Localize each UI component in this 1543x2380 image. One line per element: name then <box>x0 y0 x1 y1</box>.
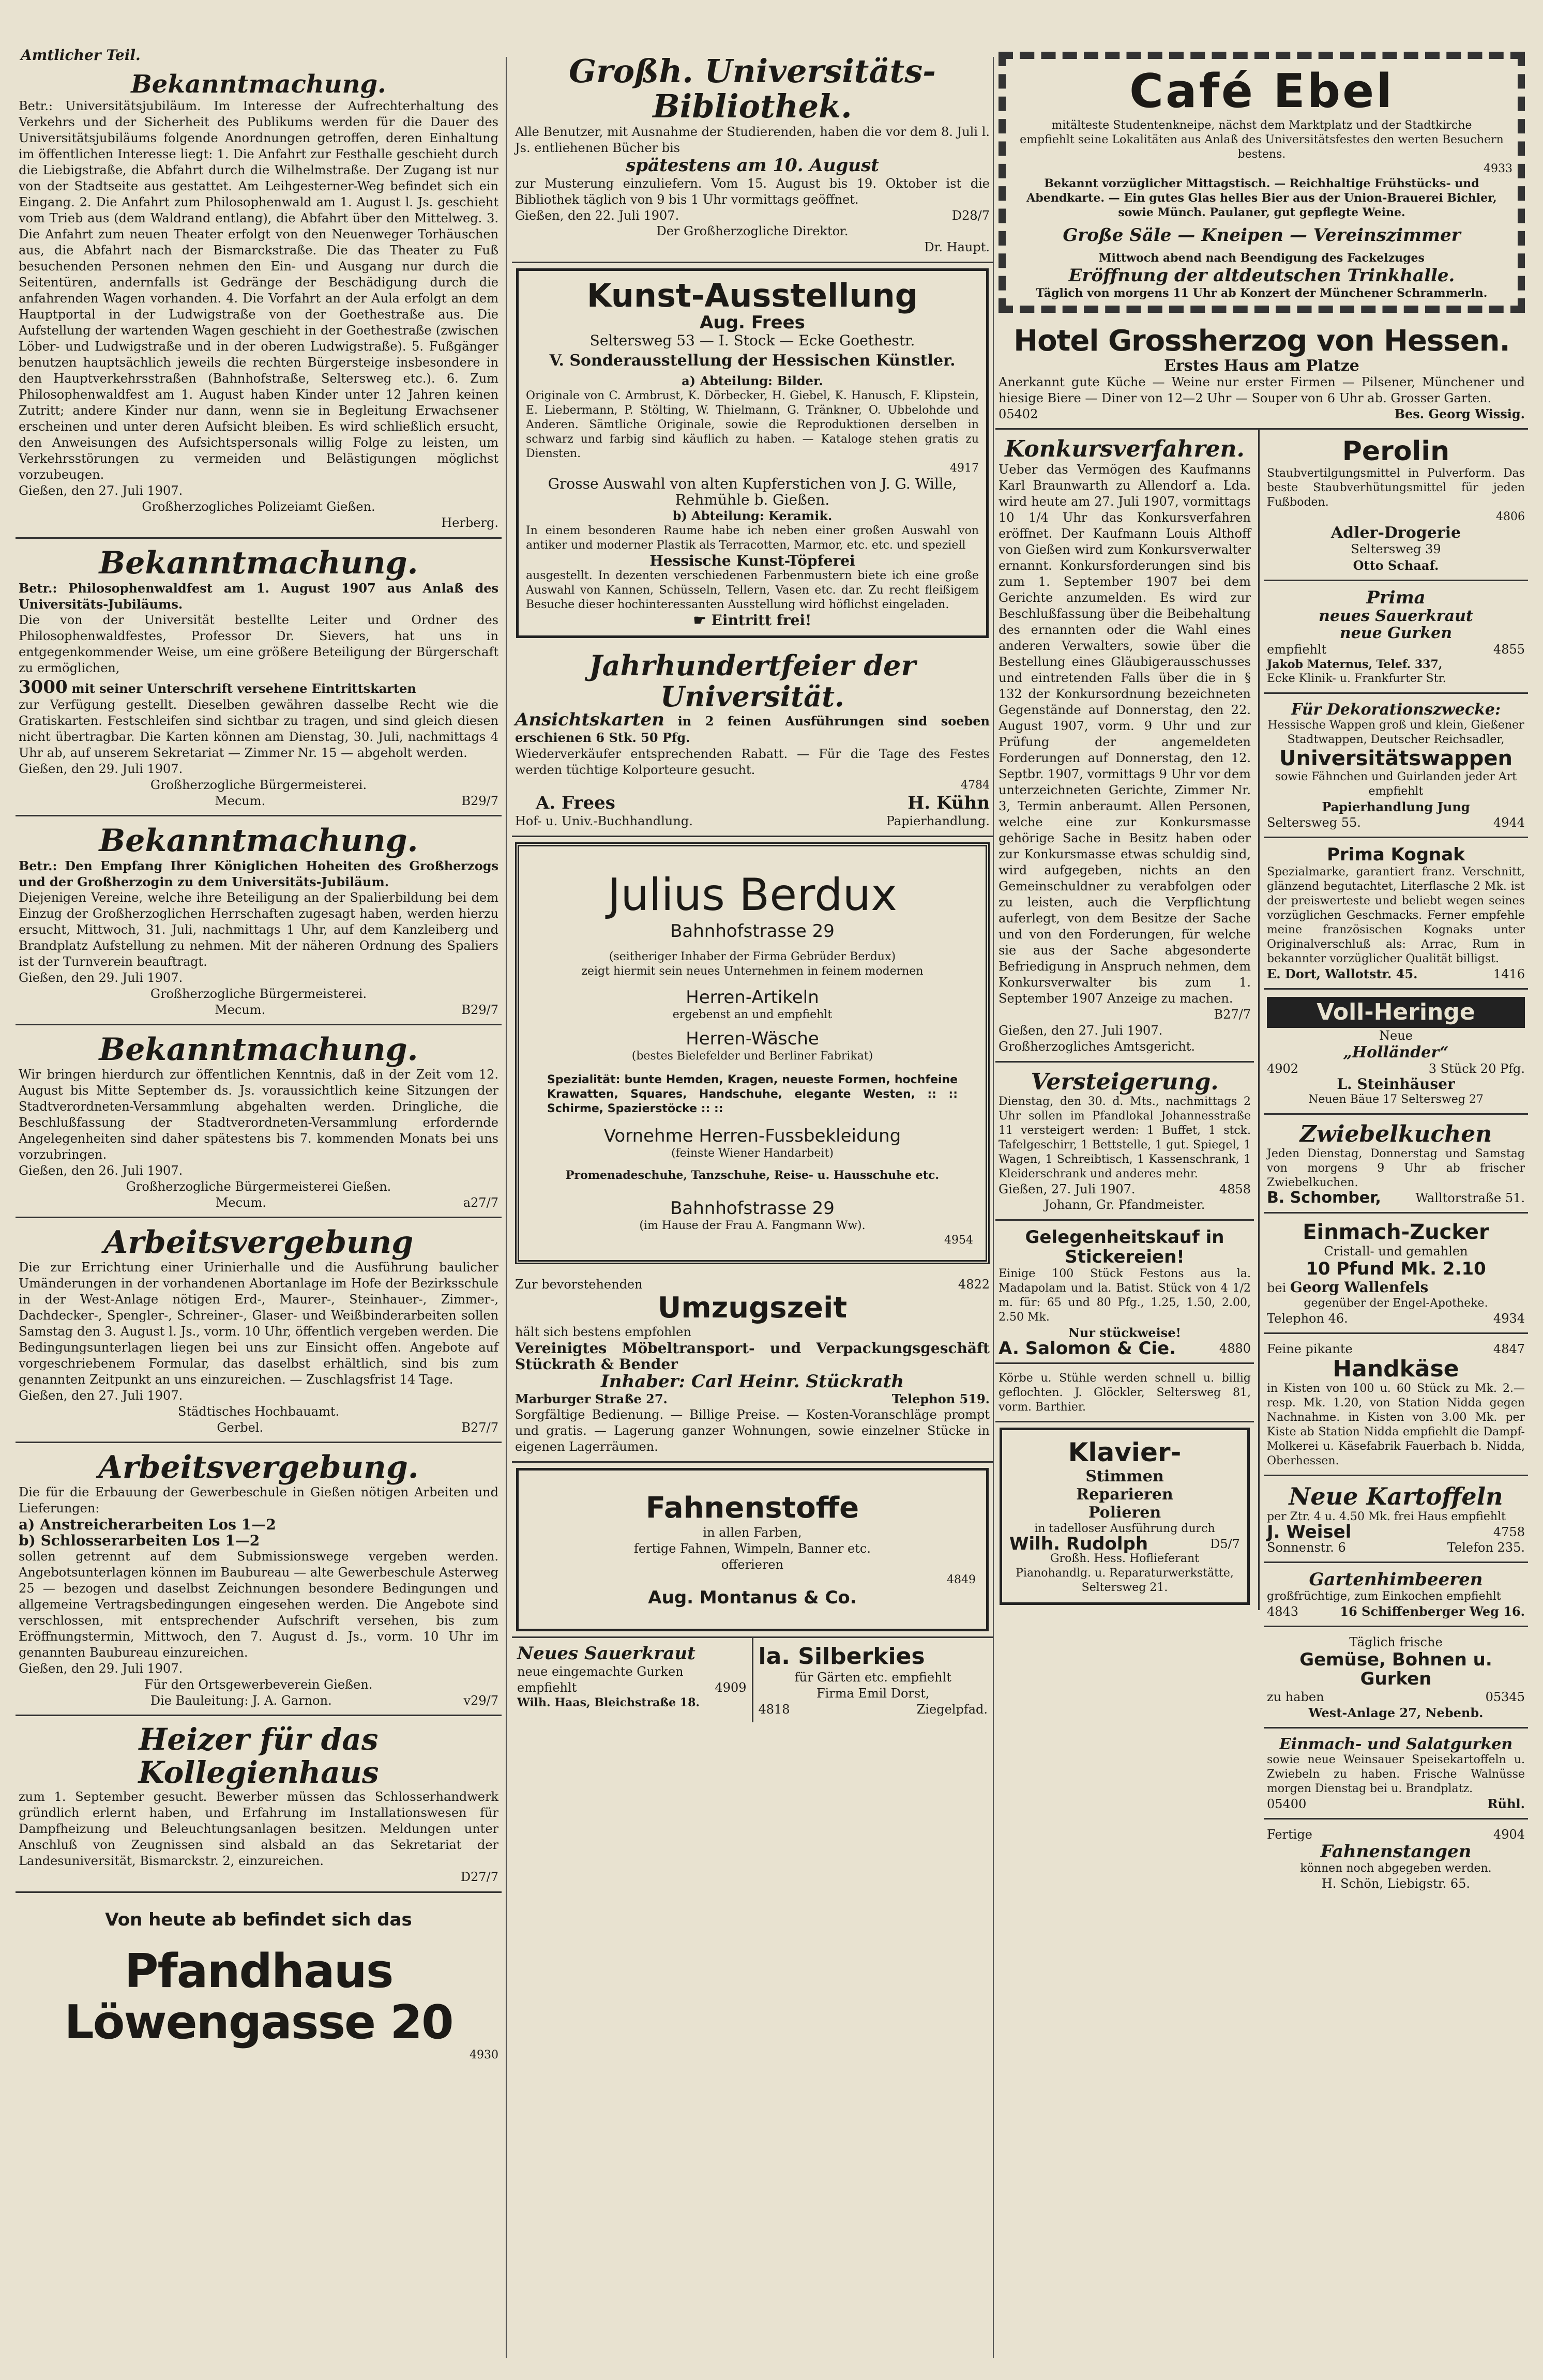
ad-price: 10 Pfund Mk. 2.10 <box>1306 1259 1486 1280</box>
ad-code: 4904 <box>1493 1827 1525 1842</box>
ad-body: können noch abgegeben werden. <box>1300 1862 1492 1875</box>
ad-code: 4944 <box>1493 815 1525 830</box>
ad-kartoffeln <box>1264 1476 1528 1563</box>
notice-title: Versteigerung. <box>1031 1068 1219 1095</box>
notice-date: Gießen, 27. Juli 1907. <box>999 1182 1136 1197</box>
column-right <box>995 47 1528 2358</box>
notice-body: Betr.: Universitätsjubiläum. Im Interesse der Aufrechterhaltung des Verkehrs und der Sicherheit des Publikums werden für die Dauer des Universitätsjubiläums folgende Anordnungen getroffen, deren Einhaltung im öffentlichen Interesse liegt: 1. Die Anfahrt zur Festhalle geschieht durch die Liebigstraße, die Abfahrt durch die Wilhelmstraße. Der Zugang ist nur von der Stadtseite aus gestattet. Am Leihgesterner-Weg befindet sich ein Eingang. 2. Die Anfahrt zum Philosophenwald am 1. August l. Js. geschieht vom Trieb aus (dem Waldrand entlang), die Abfahrt über den Mittelweg. 3. Die Anfahrt zum neuen Theater erfolgt von den Neuenweger Torhäuschen aus, die Abfahrt nach der Bismarckstraße. Die das Theater zu Fuß besuchenden Personen nehmen den Ein- und Ausgang nur durch die Seitentüren, andernfalls ist Gedränge der Beschädigung durch die anfahrenden Wagen vorhanden. 4. Die Vorfahrt an der Aula erfolgt an dem Hauptportal in der Ludwigstraße von der Goethestraße aus. Die Aufstellung der wartenden Wagen geschieht in der Goethestraße (zwischen Löber- und Ludwigstraße und in der oberen Ludwigstraße). 5. Fußgänger benutzen hauptsächlich jeweils die rechten Bürgersteige insbesondere in den Hauptverkehrsstraßen (Bahnhofstraße, Seltersweg etc.). 6. Zum Philosophenwaldfest am 1. August haben Kinder unter 12 Jahren keinen Zutritt; andere Kinder nur dann, wenn sie in Begleitung Erwachsener erscheinen und unter deren Aufsicht bleiben. Es wird schließlich ersucht, den Anweisungen des Aufsichtspersonals willig Folge zu leisten, um Verkehrsstörungen zu vermeiden und Belästigungen möglichst vorzubeugen. <box>19 98 498 482</box>
ad-title: Neues Sauerkraut <box>517 1643 695 1664</box>
ad-code: 4784 <box>961 779 990 792</box>
ad-firm: A. Salomon & Cie. <box>999 1338 1176 1359</box>
notice-office: Großherzogliche Bürgermeisterei. <box>150 986 367 1001</box>
ad-herren-waesche: Herren-Wäsche <box>686 1028 819 1050</box>
ad-gemuese <box>1264 1627 1528 1729</box>
ad-line-1: neues Sauerkraut <box>1319 607 1473 626</box>
ad-empfiehlt: ergebenst an und empfiehlt <box>672 1008 833 1022</box>
ad-prima-sauerkraut <box>1264 581 1528 694</box>
ad-sonderausstellung: V. Sonderausstellung der Hessischen Künstler. <box>549 352 956 370</box>
ad-body: in Kisten von 100 u. 60 Stück zu Mk. 2.— resp. Mk. 1.20, von Station Nidda gegen Nachnahme. in Kisten von 3.00 Mk. per Kiste ab Station Nidda empfiehlt die Dampf-Molkerei u. Käsefabrik Fauerbach b. Nidda, Oberhessen. <box>1267 1382 1525 1467</box>
ad-title: Café Ebel <box>1129 64 1395 118</box>
ad-firm: Vereinigtes Möbeltransport- und Verpackungsgeschäft Stückrath & Bender <box>515 1339 990 1373</box>
ad-pfandhaus <box>16 1893 502 2068</box>
ad-spezialitaet: Spezialität: bunte Hemden, Kragen, neueste Formen, hochfeine Krawatten, Squares, Handschuhe, elegante Westen, :: :: Schirme, Spazierstöcke :: :: <box>547 1073 958 1116</box>
notice-office: Großherzogliche Bürgermeisterei Gießen. <box>126 1179 391 1194</box>
ad-line-2: neue Gurken <box>1339 624 1453 643</box>
ad-address: Seltersweg 55. <box>1267 815 1361 830</box>
ad-code: D5/7 <box>1210 1537 1240 1552</box>
column-middle <box>512 47 993 2358</box>
ad-title: Fahnenstangen <box>1320 1841 1472 1862</box>
ad-body: zu haben <box>1267 1689 1324 1704</box>
ad-title: Neue Kartoffeln <box>1289 1482 1503 1510</box>
ad-title: la. Silberkies <box>758 1643 925 1670</box>
notice-office: Großherzogliche Bürgermeisterei. <box>150 777 367 792</box>
ad-nur: Nur stückweise! <box>1068 1325 1182 1341</box>
notice-body: Die zur Errichtung einer Urinierhalle und die Ausführung baulicher Umänderungen in der vorhandenen Abortanlage im Hofe der Bezirksschule in der West-Anlage nötigen Erd-, Maurer-, Steinhauer-, Zimmer-, Dachdecker-, Spengler-, Schreiner-, Glaser- und Weißbinderarbeiten sollen Samstag den 3. August l. Js., vorm. 10 Uhr, öffentlich vergeben werden. Die Bedingungsunterlagen liegen bei uns zur Einsicht offen. Angebote auf vorgeschriebenem Formular, das daselbst erhältlich, sind bis zum genannten Zeitpunkt an uns einzureichen. — Zuschlagsfrist 14 Tage. <box>19 1260 498 1387</box>
notice-title: Heizer für das Kollegienhaus <box>138 1721 379 1790</box>
ticket-count: 3000 <box>19 676 68 698</box>
ad-firm: Wilh. Rudolph <box>1009 1534 1148 1555</box>
notice-date: Gießen, den 27. Juli 1907. <box>19 1388 183 1403</box>
ad-fahnenstangen <box>1264 1820 1528 1898</box>
ad-owner: Otto Schaaf. <box>1353 557 1439 573</box>
section-header-amtlich: Amtlicher Teil. <box>21 47 141 64</box>
ad-price: 3 Stück 20 Pfg. <box>1428 1061 1525 1076</box>
notice-title: Konkursverfahren. <box>1005 435 1245 462</box>
notice-body: Diejenigen Vereine, welche ihre Beteiligung an der Spalierbildung bei dem Einzug der Großherzoglichen Herrschaften zugesagt haben, werden hierzu ersucht, Mittwoch, 31. Juli, nachmittags 1 Uhr, auf dem Kanzleiberg und Brandplatz Aufstellung zu nehmen. Mit der näheren Ordnung des Spaliers ist der Turnverein beauftragt. <box>19 890 498 969</box>
ad-hotel-grossherzog <box>995 318 1528 430</box>
ad-line-1: für Gärten etc. empfiehlt <box>794 1670 951 1685</box>
ad-code: 4954 <box>944 1234 973 1247</box>
notice-konkursverfahren <box>995 430 1254 1063</box>
ad-firm: Adler-Drogerie <box>1330 523 1461 542</box>
ad-body: Körbe u. Stühle werden schnell u. billig geflochten. J. Glöckler, Seltersweg 81, vorm. Barthier. <box>999 1372 1251 1414</box>
ad-kunst-ausstellung <box>516 268 989 639</box>
ad-wappen: Universitätswappen <box>1279 747 1512 771</box>
notice-title: Bekanntmachung. <box>99 544 418 581</box>
notice-code: B27/7 <box>461 1420 498 1435</box>
ad-line-2: Reparieren <box>1076 1485 1173 1504</box>
ad-title: Voll-Heringe <box>1267 997 1525 1028</box>
ad-address: Ziegelpfad. <box>916 1702 988 1717</box>
ad-title: Prima Kognak <box>1327 844 1465 866</box>
notice-signature: Mecum. <box>215 1195 266 1210</box>
ad-saele: Große Säle — Kneipen — Vereinszimmer <box>1063 225 1461 246</box>
notice-code: B29/7 <box>461 1002 498 1017</box>
ad-firm: Aug. Montanus & Co. <box>648 1587 857 1609</box>
ad-umzugszeit <box>512 1269 993 1463</box>
notice-stadtverordnete <box>16 1025 502 1218</box>
notice-date: Gießen, den 29. Juli 1907. <box>19 970 183 985</box>
notice-title: Bekanntmachung. <box>99 822 418 859</box>
ad-section-b-body: In einem besonderen Raume habe ich neben einer großen Auswahl von antiker und moderner Plastik als Terracotten, Marmor, etc. etc. und speziell <box>526 524 979 552</box>
ad-title: Handkäse <box>1333 1355 1459 1382</box>
ad-body-2: Sorgfältige Bedienung. — Billige Preise. — Kosten-Voranschläge prompt und gratis. — Lagerung ganzer Wohnungen, sowie einzelner Stücke in eigenen Lagerräumen. <box>515 1407 990 1454</box>
ad-code: 4930 <box>470 2048 498 2061</box>
ad-klavier <box>1000 1428 1250 1605</box>
ad-title: Zwiebelkuchen <box>1299 1120 1492 1147</box>
notice-code: v29/7 <box>463 1693 498 1708</box>
ad-code: 4917 <box>950 462 979 475</box>
ad-title: Für Dekorationszwecke: <box>1291 701 1501 719</box>
notice-code: D27/7 <box>460 1870 498 1885</box>
ad-line-1: neue eingemachte Gurken <box>517 1664 684 1679</box>
ad-body: Spezialmarke, garantiert franz. Verschnitt, glänzend begutachtet, Literflasche 2 Mk. ist der preiswerteste und beliebt wegen seines vorzüglichen Geschmacks. Ferner empfehle meine französischen Kognaks unter Originalverschluß als: Arrac, Rum in bekannter vorzüglicher Qualität billigst. <box>1267 865 1525 965</box>
ad-address: Seltersweg 53 — I. Stock — Ecke Goethestr. <box>589 332 915 350</box>
ad-title: Prima <box>1366 587 1426 608</box>
ad-subtitle-2: empfiehlt seine Lokalitäten aus Anlaß des Universitätsfestes den werten Besuchern bestens. <box>1020 133 1504 161</box>
ad-address: gegenüber der Engel-Apotheke. <box>1304 1296 1488 1310</box>
ad-firm: Wilh. Haas, Bleichstraße 18. <box>517 1696 700 1710</box>
ad-toepferei: Hessische Kunst-Töpferei <box>649 552 855 570</box>
ad-title: Einmach-Zucker <box>1303 1220 1489 1245</box>
ad-line-1: in allen Farben, <box>703 1525 802 1540</box>
notice-title: Großh. Universitäts-Bibliothek. <box>569 52 936 126</box>
ad-section-a: a) Abteilung: Bilder. <box>682 373 823 389</box>
ad-line-4: in tadelloser Ausführung durch <box>1034 1522 1215 1536</box>
ad-code: 05402 <box>999 406 1038 421</box>
ad-address: Ecke Klinik- u. Frankfurter Str. <box>1267 672 1446 686</box>
ad-body: Einige 100 Stück Festons aus la. Madapolam und la. Batist. Stück von 4 1/2 m. für: 65 und 80 Pfg., 1.25, 1.50, 2.00, 2.50 Mk. <box>999 1267 1251 1324</box>
ad-offer: Bekannt vorzüglicher Mittagstisch. — Reichhaltige Frühstücks- und Abendkarte. — Ein gutes Glas helles Bier aus der Union-Brauerei Bichler, sowie Münch. Paulaner, gut gepflegte Weine. <box>1026 177 1497 219</box>
ad-title: Einmach- und Salatgurken <box>1279 1735 1513 1753</box>
ad-kognak <box>1264 838 1528 989</box>
ad-inhaber: Inhaber: Carl Heinr. Stückrath <box>600 1371 904 1392</box>
ad-subtitle: Aug. Frees <box>700 312 805 333</box>
ad-pre: Feine pikante <box>1267 1341 1353 1356</box>
ad-mittwoch: Mittwoch abend nach Beendigung des Fackelzuges <box>1099 251 1425 265</box>
notice-code: D28/7 <box>951 208 990 223</box>
ad-body: hält sich bestens empfohlen <box>515 1324 691 1339</box>
notice-bibliothek <box>512 47 993 263</box>
ad-ansichtskarten: Ansichtskarten <box>515 709 664 731</box>
notice-arbeitsvergebung-2 <box>16 1443 502 1716</box>
ad-sauerkraut-haas <box>512 1638 753 1722</box>
ad-ansichtskarten-body: in 2 feinen Ausführungen sind soeben erschienen 6 Stk. 50 Pfg. <box>515 714 990 746</box>
ad-title: Perolin <box>1342 435 1450 467</box>
ad-perolin <box>1264 430 1528 581</box>
ad-line-2: fertige Fahnen, Wimpeln, Banner etc. <box>634 1541 871 1556</box>
ad-pre: Täglich frische <box>1349 1634 1443 1649</box>
notice-signature: Johann, Gr. Pfandmeister. <box>1044 1197 1205 1212</box>
ad-schuhe: Promenadeschuhe, Tanzschuhe, Reise- u. Hausschuhe etc. <box>565 1169 940 1183</box>
ad-firm: B. Schomber, <box>1267 1189 1381 1207</box>
ad-address: West-Anlage 27, Nebenb. <box>1308 1705 1484 1720</box>
ad-address: Sonnenstr. 6 <box>1267 1540 1346 1555</box>
ad-intro: Von heute ab befindet sich das <box>105 1909 412 1931</box>
ad-title: Jahrhundertfeier der Universität. <box>589 649 916 713</box>
ad-telephone: Telefon 235. <box>1447 1540 1525 1555</box>
ad-line-2: „Holländer“ <box>1343 1043 1449 1062</box>
ad-line-1: Stimmen <box>1085 1467 1164 1486</box>
ad-code: 05400 <box>1267 1796 1307 1811</box>
ad-code: 4909 <box>715 1680 747 1695</box>
ad-firm: Jakob Maternus, Telef. 337, <box>1267 658 1443 672</box>
ad-body: sowie neue Weinsauer Speisekartoffeln u. Zwiebeln zu haben. Frische Walnüsse morgen Dienstag bei u. Brandplatz. <box>1267 1753 1525 1795</box>
notice-office: Großherzogliches Amtsgericht. <box>999 1039 1196 1054</box>
ad-fussbekleidung: Vornehme Herren-Fussbekleidung <box>603 1126 901 1147</box>
ad-code: 4758 <box>1493 1524 1525 1539</box>
ad-pre: Zur bevorstehenden <box>515 1277 643 1292</box>
notice-code: 4858 <box>1219 1182 1251 1197</box>
notice-office: Großherzogliches Polizeiamt Gießen. <box>142 499 375 514</box>
ad-firm: Papierhandlung Jung <box>1322 799 1470 815</box>
ad-body: per Ztr. 4 u. 4.50 Mk. frei Haus empfiehlt <box>1267 1510 1506 1523</box>
ad-body: Wiederverkäufer entsprechenden Rabatt. — Für die Tage des Festes werden tüchtige Kolporteure gesucht. <box>515 747 990 778</box>
ad-title: Kunst-Ausstellung <box>586 276 918 314</box>
notice-office: Der Großherzogliche Direktor. <box>656 223 849 238</box>
ad-code: 4902 <box>1267 1061 1299 1076</box>
ad-dekoration <box>1264 694 1528 838</box>
ad-body: Staubvertilgungsmittel in Pulverform. Das beste Staubverhütungsmittel für jeden Fußboden. <box>1267 466 1525 509</box>
ad-handarbeit: (feinste Wiener Handarbeit) <box>671 1147 834 1160</box>
ad-line-3: Polieren <box>1088 1504 1161 1522</box>
notice-versteigerung <box>995 1063 1254 1221</box>
notice-subject: Betr.: Philosophenwaldfest am 1. August 1907 aus Anlaß des Universitäts-Jubiläums. <box>19 580 498 612</box>
column-rule-2 <box>993 57 994 2358</box>
ad-firm: Georg Wallenfels <box>1290 1278 1429 1296</box>
ad-firm: Rühl. <box>1487 1796 1525 1811</box>
ad-eintritt: ☛ Eintritt frei! <box>693 612 812 629</box>
notice-signature: Gerbel. <box>217 1420 264 1435</box>
ad-owner: Bes. Georg Wissig. <box>1394 406 1525 421</box>
notice-empfang <box>16 816 502 1025</box>
ad-berdux <box>515 842 990 1264</box>
ad-body: Anerkannt gute Küche — Weine nur erster Firmen — Pilsener, Münchener und hiesige Biere — Diner von 12—2 Uhr — Souper von 6 Uhr ab. Grosser Garten. <box>999 374 1525 405</box>
ad-subtitle: Erstes Haus am Platze <box>1164 356 1359 375</box>
notice-body: Die für die Erbauung der Gewerbeschule in Gießen nötigen Arbeiten und Lieferungen: <box>19 1484 498 1515</box>
notice-body: zum 1. September gesucht. Bewerber müssen das Schlosserhandwerk gründlich erlernt haben, und Erfahrung im Installationswesen für Dampfheizung und Beleuchtungsanlagen besitzen. Meldungen unter Anschluß von Zeugnissen sind alsbald an das Sekretariat der Landesuniversität, Bismarckstr. 2, einzureichen. <box>19 1790 498 1869</box>
ad-einmach-zucker <box>1264 1214 1528 1333</box>
ad-code: 4806 <box>1496 510 1525 523</box>
ad-eroeffnung: Eröffnung der altdeutschen Trinkhalle. <box>1068 265 1455 286</box>
ad-gartenhimbeeren <box>1264 1563 1528 1627</box>
notice-code: B27/7 <box>1214 1007 1251 1022</box>
notice-body: Dienstag, den 30. d. Mts., nachmittags 2 Uhr sollen im Pfandlokal Johannesstraße 11 versteigert werden: 1 Buffet, 1 stck. Tafelgeschirr, 1 Bettstelle, 1 gut. Spiegel, 1 Wagen, 1 Schreibtisch, 1 Kassenschrank, 1 Kleiderschrank und anderes mehr. <box>999 1095 1251 1181</box>
ad-body: großfrüchtige, zum Einkochen empfiehlt <box>1267 1589 1501 1603</box>
ad-firm: H. Schön, Liebigstr. 65. <box>1321 1876 1471 1891</box>
notice-signature: Mecum. <box>215 793 266 808</box>
ad-code: 4843 <box>1267 1604 1299 1619</box>
notice-office: Für den Ortsgewerbeverein Gießen. <box>144 1677 373 1692</box>
ad-title: Umzugszeit <box>657 1291 848 1325</box>
ad-address-2: Bahnhofstrasse 29 <box>670 1198 835 1219</box>
ad-fahnenstoffe <box>516 1468 989 1631</box>
ad-salatgurken <box>1264 1729 1528 1820</box>
ad-empfiehlt: empfiehlt <box>1267 642 1327 657</box>
ad-firm: J. Weisel <box>1267 1521 1352 1542</box>
ad-street: Marburger Straße 27. <box>515 1391 668 1407</box>
notice-heizer <box>16 1716 502 1893</box>
ad-title: Gelegenheitskauf in Stickereien! <box>1025 1227 1224 1267</box>
notice-date: Gießen, den 29. Juli 1907. <box>19 761 183 776</box>
ad-line-1: Neue <box>1379 1028 1413 1043</box>
notice-signature: Mecum. <box>215 1002 266 1017</box>
ad-fabrikat: (bestes Bielefelder und Berliner Fabrikat) <box>631 1050 873 1063</box>
ad-line-1: Cristall- und gemahlen <box>1324 1244 1468 1259</box>
ad-firm: L. Steinhäuser <box>1337 1075 1455 1093</box>
ad-code: 4934 <box>1493 1311 1525 1326</box>
notice-title: Bekanntmachung. <box>131 70 386 99</box>
ad-telephone: Telephon 46. <box>1267 1311 1348 1326</box>
ad-code: 4933 <box>1484 162 1512 175</box>
notice-date: Gießen, den 27. Juli 1907. <box>19 483 183 498</box>
ad-haus: (im Hause der Frau A. Fangmann Ww). <box>639 1219 866 1233</box>
notice-title: Bekanntmachung. <box>99 1031 418 1068</box>
ad-subtitle: mitälteste Studentenkneipe, nächst dem Marktplatz und der Stadtkirche <box>1051 119 1472 132</box>
ad-code: 4855 <box>1493 642 1525 657</box>
ad-line-3: offerieren <box>721 1557 784 1572</box>
ad-telephone: Telephon 519. <box>891 1391 990 1407</box>
lot-b: b) Schlosserarbeiten Los 1—2 <box>19 1532 260 1549</box>
ad-firm-1-sub: Hof- u. Univ.-Buchhandlung. <box>515 814 693 829</box>
notice-date: Gießen, den 26. Juli 1907. <box>19 1163 183 1178</box>
notice-body-2: zur Verfügung gestellt. Dieselben gewähren dasselbe Recht wie die Gratiskarten. Festschleifen sind sichtbar zu tragen, und sind gleich diesen nicht übertragbar. Die Karten können am Dienstag, 30. Juli, nachmittags 4 Uhr ab, auf unserem Sekretariat — Zimmer Nr. 15 — abgeholt werden. <box>19 697 498 760</box>
notice-subject: Betr.: Den Empfang Ihrer Königlichen Hoheiten des Großherzogs und der Großherzogin zu dem Universitäts-Jubiläum. <box>19 858 498 889</box>
ad-code: 4822 <box>958 1277 990 1292</box>
ad-title: Julius Berdux <box>607 869 898 921</box>
ad-address: Seltersweg 39 <box>1351 541 1441 556</box>
notice-office: Städtisches Hochbauamt. <box>177 1404 340 1419</box>
notice-philosophenwaldfest <box>16 539 502 816</box>
ad-title: Klavier- <box>1068 1437 1182 1468</box>
ad-code: 1416 <box>1493 966 1525 981</box>
ad-gelegenheitskauf <box>995 1221 1254 1364</box>
ad-section-a-body: Originale von C. Armbrust, K. Dörbecker, H. Giebel, K. Hanusch, F. Klipstein, E. Liebermann, P. Stölting, W. Thielmann, G. Tränkner, O. Ubbelohde und Anderen. Sämtliche Originale, sowie die Reproduktionen derselben in schwarz und farbig sind käuflich zu haben. — Kataloge stehen gratis zu Diensten. <box>526 389 979 461</box>
notice-signature: Dr. Haupt. <box>924 239 990 254</box>
ad-title: Hotel Grossherzog von Hessen. <box>1013 324 1510 358</box>
ad-title: Gemüse, Bohnen u. Gurken <box>1299 1649 1492 1690</box>
ad-bei: bei <box>1267 1280 1287 1295</box>
notice-title: Arbeitsvergebung. <box>98 1449 419 1485</box>
notice-date: Gießen, den 29. Juli 1907. <box>19 1661 183 1676</box>
ad-line-2: empfiehlt <box>517 1680 577 1695</box>
notice-title: Arbeitsvergebung <box>103 1224 414 1261</box>
ad-address: Bahnhofstrasse 29 <box>670 921 835 942</box>
ad-address: Neuen Bäue 17 Seltersweg 27 <box>1308 1093 1484 1106</box>
ad-firm: Firma Emil Dorst, <box>816 1686 930 1701</box>
ad-body: Jeden Dienstag, Donnerstag und Samstag von morgens 9 Uhr ab frischer Zwiebelkuchen. <box>1267 1147 1525 1190</box>
ad-code: 4818 <box>758 1702 790 1717</box>
notice-deadline: spätestens am 10. August <box>626 155 879 176</box>
notice-universitaetsjubilaeum <box>16 64 502 539</box>
ad-code: 05345 <box>1485 1689 1525 1704</box>
ad-firm: E. Dort, Wallotstr. 45. <box>1267 966 1418 981</box>
ad-kupferstiche: Grosse Auswahl von alten Kupferstichen von J. G. Wille, Rehmühle b. Gießen. <box>548 475 957 509</box>
ticket-label: mit seiner Unterschrift versehene Eintrittskarten <box>71 680 416 696</box>
ad-vollheringe <box>1264 990 1528 1115</box>
ad-pre: Fertige <box>1267 1827 1312 1842</box>
hand-pointer-icon: ☛ <box>693 612 712 629</box>
notice-signature: Herberg. <box>441 515 498 530</box>
notice-code: a27/7 <box>463 1195 498 1210</box>
ad-zwiebelkuchen <box>1264 1115 1528 1214</box>
ad-body-2: sowie Fähnchen und Guirlanden jeder Art empfiehlt <box>1275 770 1517 798</box>
ad-herren-artikeln: Herren-Artikeln <box>686 987 819 1008</box>
ad-code: 4880 <box>1219 1341 1251 1356</box>
ad-line-6: Pianohandlg. u. Reparaturwerkstätte, Seltersweg 21. <box>1016 1567 1234 1595</box>
ad-cafe-ebel <box>999 52 1525 313</box>
notice-date: Gießen, den 22. Juli 1907. <box>515 208 679 223</box>
notice-body: Alle Benutzer, mit Ausnahme der Studierenden, haben die vor dem 8. Juli l. Js. entliehenen Bücher bis <box>515 125 990 156</box>
ad-address: 16 Schiffenberger Weg 16. <box>1340 1603 1525 1619</box>
ad-firm-2-sub: Papierhandlung. <box>886 814 990 829</box>
ad-intro: zeigt hiermit sein neues Unternehmen in feinem modernen <box>581 965 924 978</box>
ad-section-b: b) Abteilung: Keramik. <box>672 508 833 524</box>
ad-stuehle <box>995 1364 1254 1422</box>
ad-section-b-body-2: ausgestellt. In dezenten verschiedenen Farbenmustern biete ich eine große Auswahl von Kannen, Schüsseln, Tellern, Vasen etc. dar. Zu recht fleißigem Besuche dieser hochinteressanten Ausstellung wird höflichst eingeladen. <box>526 569 979 612</box>
ad-konzert: Täglich von morgens 11 Uhr ab Konzert der Münchener Schrammerln. <box>1036 286 1488 300</box>
notice-body: Ueber das Vermögen des Kaufmanns Karl Braunwarth zu Allendorf a. Lda. wird heute am 27. Juli 1907, vormittags 10 1/4 Uhr das Konkursverfahren eröffnet. Der Kaufmann Louis Althoff von Gießen wird zum Konkursverwalter ernannt. Konkursforderungen sind bis zum 1. September 1907 bei dem Gerichte anzumelden. Es wird zur Beschlußfassung über die Beibehaltung des ernannten oder die Wahl eines anderen Verwalters, sowie über die Bestellung eines Gläubigerausschusses und eintretenden Falls über die in § 132 der Konkursordnung bezeichneten Gegenstände auf Donnerstag, den 22. August 1907, vorm. 9 Uhr und zur Prüfung der angemeldeten Forderungen auf Donnerstag, den 12. Septbr. 1907, vormittags 9 Uhr vor dem unterzeichneten Gerichte, Zimmer Nr. 3, Termin anberaumt. Allen Personen, welche eine zur Konkursmasse gehörige Sache in Besitz haben oder zur Konkursmasse etwas schuldig sind, wird aufgegeben, nichts an den Gemeinschuldner zu verabfolgen oder zu leisten, auch die Verpflichtung auferlegt, von dem Besitze der Sache und von den Forderungen, für welche sie aus der Sache abgesonderte Befriedigung in Anspruch nehmen, dem Konkursverwalter bis zum 1. September 1907 Anzeige zu machen. <box>999 462 1251 1006</box>
notice-arbeitsvergebung-1 <box>16 1218 502 1443</box>
ad-code: 4847 <box>1493 1341 1525 1356</box>
notice-body-2: sollen getrennt auf dem Submissionswege vergeben werden. Angebotsunterlagen können im Baubureau — alte Gewerbeschule Asterweg 25 — bezogen und daselbst Zeichnungen besondere Bedingungen und allgemeine Vertragsbedingungen eingesehen werden. Die Angebote sind verschlossen, mit entsprechender Aufschrift versehen, bis zum Eröffnungstermin, Mittwoch, den 7. August d. Js., vorm. 10 Uhr im genannten Baubureau einzureichen. <box>19 1549 498 1660</box>
ad-title: Pfandhaus Löwengasse 20 <box>64 1944 453 2050</box>
ad-body: Hessische Wappen groß und klein, Gießener Stadtwappen, Deutscher Reichsadler, <box>1267 719 1524 747</box>
notice-body-2: zur Musterung einzuliefern. Vom 15. August bis 19. Oktober ist die Bibliothek täglich von 9 bis 1 Uhr vormittags geöffnet. <box>515 176 990 207</box>
ad-title: Gartenhimbeeren <box>1309 1569 1483 1590</box>
ad-firm-1: A. Frees <box>536 793 615 814</box>
ad-line-5: Großh. Hess. Hoflieferant <box>1050 1552 1199 1566</box>
ad-silberkies <box>753 1638 993 1722</box>
ad-address: Walltorstraße 51. <box>1415 1191 1525 1206</box>
ad-former-owner: (seitheriger Inhaber der Firma Gebrüder Berdux) <box>609 950 896 964</box>
ad-jahrhundertfeier <box>512 643 993 837</box>
ad-handkaese <box>1264 1334 1528 1476</box>
notice-body: Die von der Universität bestellte Leiter und Ordner des Philosophenwaldfestes, Professor Dr. Sievers, hat uns in entgegenkommender Weise, um eine größere Beteiligung der Bürgerschaft zu ermöglichen, <box>19 612 498 675</box>
notice-signature: Die Bauleitung: J. A. Garnon. <box>150 1693 332 1708</box>
notice-code: B29/7 <box>461 793 498 808</box>
notice-date: Gießen, den 27. Juli 1907. <box>999 1023 1163 1038</box>
column-rule-1 <box>506 57 507 2358</box>
notice-body: Wir bringen hierdurch zur öffentlichen Kenntnis, daß in der Zeit vom 12. August bis Mitte September ds. Js. voraussichtlich keine Sitzungen der Stadtverordneten-Versammlung abgehalten werden. Dringliche, die Beschlußfassung der Stadtverordneten-Versammlung erfordernde Angelegenheiten sind daher spätestens bis 7. kommenden Monats bei uns vorzubringen. <box>19 1067 498 1162</box>
ad-code: 4849 <box>947 1573 976 1587</box>
ad-title: Fahnenstoffe <box>645 1491 859 1525</box>
lot-a: a) Anstreicherarbeiten Los 1—2 <box>19 1515 276 1533</box>
column-left <box>16 47 502 2358</box>
ad-firm-2: H. Kühn <box>907 793 990 814</box>
